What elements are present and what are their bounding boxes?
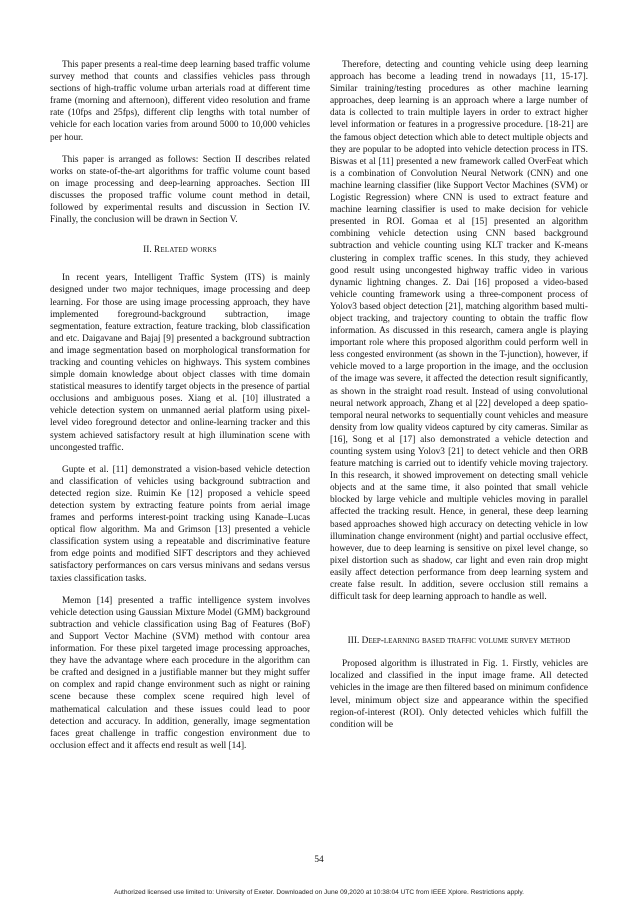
related-works-paragraph-2: Gupte et al. [11] demonstrated a vision-based vehicle detection and classification of vehicles using background subtraction and detected region size. Ruimin Ke [12] proposed a vehicle speed detection system by extracting feature points from aerial image frames and performs interest-point tracking using Kanade–Lucas optical flow algorithm. Ma and Grimson [13] presented a vehicle classification system using a repeatable and discriminative feature from edge points and modified SIFT descriptors and they achieved satisfactory performances on cars versus minivans and sedans versus taxies classification tasks. <box>50 464 310 584</box>
license-footer: Authorized licensed use limited to: University of Exeter. Downloaded on June 09,2020 at 10:38:04 UTC from IEEE Xplore. Restrictions apply. <box>113 889 524 896</box>
section-2-heading <box>50 244 310 256</box>
related-works-paragraph-4: Therefore, detecting and counting vehicle using deep learning approach has become a leading trend in nowadays [11, 15-17]. Similar training/testing procedures as other machine learning approaches, deep learning is an approach where a large number of data is collected to train multiple layers in order to extract higher level information or features in a progressive procedure. [18-21] are the famous object detection which able to detect multiple objects and they are popular to be adopted into vehicle detection process in ITS. Biswas et al [11] presented a new framework called OverFeat which is a combination of Convolution Neural Network (CNN) and one machine learning classifier (like Support Vector Machines (SVM) or Logistic Regression) where CNN is used to extract feature and machine learning classifier is used to make decision for vehicle presented in ROI. Gomaa et al [15] presented an algorithm combining vehicle detection using CNN based background subtraction and vehicle counting using KLT tracker and K-means clustering in complex traffic scenes. In this study, they achieved good result using uncongested highway traffic video in various dynamic lightning changes. Z. Dai [16] proposed a video-based vehicle counting framework using a three-component process of Yolov3 based object detection [21], matching algorithm based multi-object tracking, and trajectory counting to obtain the traffic flow information. As discussed in this research, camera angle is playing important role where this proposed algorithm could perform well in less congested environment (as shown in the T-junction), however, if vehicle moved to a large proportion in the image, and the occlusion of the image was severe, it affected the detection result significantly, as shown in the straight road result. Instead of using convolutional neural network approach, Zhang et al [22] developed a deep spatio-temporal neural networks to sequentially count vehicles and measure density from low quality videos captured by city cameras. Similar as [16], Song et al [17] also demonstrated a vehicle detection and counting system using Yolov3 [21] to detect vehicle and then ORB feature matching is carried out to identify vehicle moving trajectory. In this research, it showed improvement on detecting small vehicle objects and at the same time, it also pointed that small vehicle blocked by large vehicle and multiple vehicles moving in parallel affected the tracking result. Hence, in general, these deep learning based approaches showed high accuracy on detecting vehicle in low illumination change environment (night) and partial occlusive effect, however, due to deep learning is sensitive on pixel level change, so pixel distortion such as shadow, car light and even rain drop might easily affect detection performance from deep learning system and create false result. In addition, severe occlusion still remains a difficult task for deep learning approach to handle as well. <box>330 60 588 603</box>
related-works-paragraph-3: Memon [14] presented a traffic intelligence system involves vehicle detection using Gaussian Mixture Model (GMM) background subtraction and vehicle classification using Bag of Features (BoF) and Support Vector Machine (SVM) method with contour area information. For these pixel targeted image processing approaches, they have the advantage where each procedure in the algorithm can be crafted and designed in a justifiable manner but they might suffer on complex and rapid change environment such as night or raining scene because these complex scene required high level of mathematical calculation and these issues could lead to poor detection and accuracy. In addition, generally, image segmentation faces great challenge in traffic congestion environment due to occlusion effect and it affects end result as well [14]. <box>50 595 310 751</box>
section-2-title: Related works <box>154 245 217 256</box>
section-2-number: II. <box>143 245 152 256</box>
left-column <box>50 59 310 762</box>
section-3-number: III. <box>347 636 360 647</box>
section-3-title: Deep-learning based traffic volume survey method <box>361 636 571 647</box>
page-number: 54 <box>314 855 324 865</box>
intro-paragraph-2: This paper is arranged as follows: Section II describes related works on state-of-the-art algorithms for traffic volume count based on image processing and deep-learning approaches. Section III discusses the proposed traffic volume count method in detail, followed by experimental results and discussion in Section IV. Finally, the conclusion will be drawn in Section V. <box>50 154 310 226</box>
related-works-paragraph-1: In recent years, Intelligent Traffic System (ITS) is mainly designed under two major techniques, image processing and deep learning. For those are using image processing approach, they have implemented foreground-background subtraction, image segmentation, feature extraction, feature tracking, blob classification and etc. Daigavane and Bajaj [9] presented a background subtraction and image segmentation based on morphological transformation for tracking and counting vehicles on highways. This system combines simple domain knowledge about object classes with time domain statistical measures to identify target objects in the presence of partial occlusions and ambiguous poses. Xiang et al. [10] illustrated a vehicle detection system on unmanned aerial platform using pixel-level video foreground detector and online-learning tracker and this system achieved satisfactory result at high illumination scene with uncongested traffic. <box>50 273 310 453</box>
right-column <box>330 59 588 741</box>
section-3-heading <box>330 635 588 647</box>
method-paragraph-1: Proposed algorithm is illustrated in Fig. 1. Firstly, vehicles are localized and classified in the input image frame. All detected vehicles in the image are then filtered based on minimum confidence level, minimum object size and appearance within the specified region-of-interest (ROI). Only detected vehicles which fulfill the condition will be <box>330 659 588 730</box>
intro-paragraph-1: This paper presents a real-time deep learning based traffic volume survey method that counts and classifies vehicles pass through sections of high-traffic volume urban arterials road at different time frame (morning and afternoon), different video resolution and frame rate (10fps and 25fps), different clip lengths with total number of vehicle for each location varies from around 5000 to 10,000 vehicles per hour. <box>50 60 310 143</box>
